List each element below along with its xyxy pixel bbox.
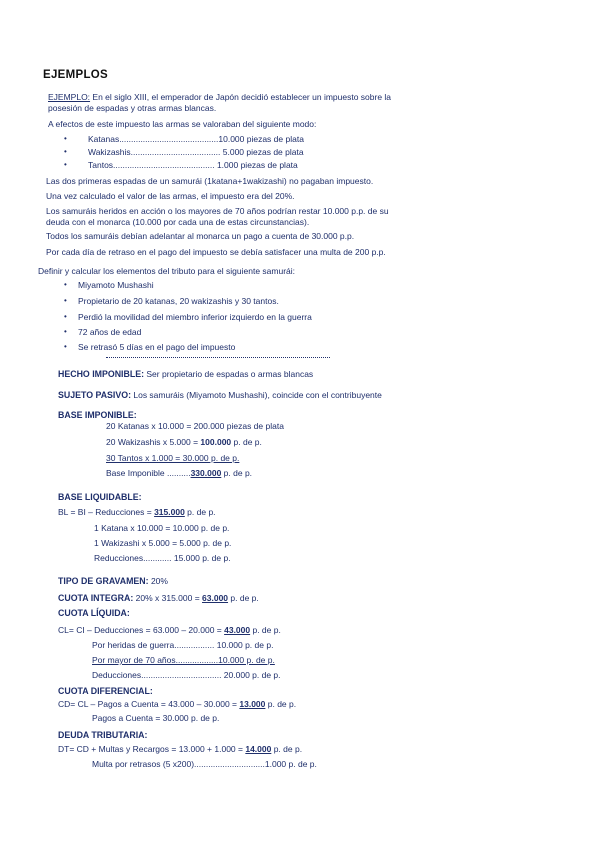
bi-line2-b: 100.000 (200, 437, 232, 447)
sujeto-text: Los samuráis (Miyamoto Mushashi), coincide con el contribuyente (131, 390, 382, 400)
cl-formula-a: CL= CI – Deducciones = 63.000 – 20.000 = (58, 625, 225, 635)
bl-formula-value: 315.000 (154, 507, 185, 517)
dt-formula (58, 744, 302, 755)
example-intro-line2: posesión de espadas y otras armas blancas. (48, 103, 217, 113)
valuation-item: Wakizashis...................................... 5.000 piezas de plata (88, 147, 304, 157)
cl-formula (58, 625, 281, 636)
dt-value: 14.000 (245, 744, 272, 754)
task-instruction: Definir y calcular los elementos del tributo para el siguiente samurái: (38, 266, 296, 276)
cd-unit: p. de p. (265, 699, 297, 709)
hecho-label: HECHO IMPONIBLE: (58, 369, 145, 379)
cl-heridas: Por heridas de guerra................. 10.000 p. de p. (92, 640, 274, 650)
bl-katana: 1 Katana x 10.000 = 10.000 p. de p. (94, 523, 230, 533)
bl-formula (58, 507, 216, 518)
task-item: Se retrasó 5 días en el pago del impuesto (78, 342, 236, 352)
cd-value: 13.000 (239, 699, 266, 709)
bi-line-katanas: 20 Katanas x 10.000 = 200.000 piezas de plata (106, 421, 284, 431)
bi-line2-c: p. de p. (231, 437, 262, 447)
base-imponible-label: BASE IMPONIBLE: (58, 410, 137, 420)
para-advance: Todos los samuráis debían adelantar al monarca un pago a cuenta de 30.000 p.p. (46, 231, 355, 241)
bi-total (106, 468, 252, 479)
valuation-item: Tantos........................................... 1.000 piezas de plata (88, 160, 298, 170)
para-wounded: Los samuráis heridos en acción o los mayores de 70 años podrían restar 10.000 p.p. de su (46, 206, 389, 216)
example-intro-text: En el siglo XIII, el emperador de Japón decidió establecer un impuesto sobre la (90, 92, 392, 102)
bl-reducciones: Reducciones............ 15.000 p. de p. (94, 553, 231, 563)
bl-formula-unit: p. de p. (184, 507, 216, 517)
page-title: EJEMPLOS (43, 69, 109, 81)
bi-total-value: 330.000 (190, 468, 222, 478)
valuation-item: Katanas..........................................10.000 piezas de plata (88, 134, 304, 144)
base-liquidable-label: BASE LIQUIDABLE: (58, 492, 142, 502)
bullet-icon: • (64, 147, 67, 156)
bl-formula-a: BL = BI – Reducciones = (58, 507, 155, 517)
para-samurai-weapons: Las dos primeras espadas de un samurái (1katana+1wakizashi) no pagaban impuesto. (46, 176, 374, 186)
bi-line-tantos: 30 Tantos x 1.000 = 30.000 p. de p. (106, 453, 240, 463)
para-wounded-line2: deuda con el monarca (10.000 por cada una de estas circunstancias). (46, 217, 310, 227)
tipo-text: 20% (148, 576, 168, 586)
ci-text-a: 20% x 315.000 = (133, 593, 203, 603)
task-item: Propietario de 20 katanas, 20 wakizashis y 30 tantos. (78, 296, 279, 306)
bullet-icon: • (64, 280, 67, 289)
hecho-text: Ser propietario de espadas o armas blancas (144, 369, 314, 379)
example-intro (48, 92, 391, 103)
para-tax-rate: Una vez calculado el valor de las armas, el impuesto era del 20%. (46, 191, 295, 201)
cuota-integra (58, 593, 259, 604)
valuation-intro: A efectos de este impuesto las armas se valoraban del siguiente modo: (48, 119, 317, 129)
cl-deducciones: Deducciones.................................. 20.000 p. de p. (92, 670, 281, 680)
ci-label: CUOTA INTEGRA: (58, 593, 134, 603)
task-item: 72 años de edad (78, 327, 142, 337)
bullet-icon: • (64, 134, 67, 143)
bi-total-label: Base Imponible .......... (106, 468, 191, 478)
sujeto-label: SUJETO PASIVO: (58, 390, 131, 400)
bullet-icon: • (64, 327, 67, 336)
cd-formula (58, 699, 296, 710)
task-item: Miyamoto Mushashi (78, 280, 154, 290)
cuota-liquida-label: CUOTA LÍQUIDA: (58, 608, 130, 618)
bi-total-unit: p. de p. (221, 468, 253, 478)
dt-unit: p. de p. (271, 744, 303, 754)
ci-value: 63.000 (202, 593, 229, 603)
sujeto-pasivo (58, 390, 382, 401)
ci-unit: p. de p. (228, 593, 259, 603)
hecho-imponible (58, 369, 313, 380)
task-item: Perdió la movilidad del miembro inferior izquierdo en la guerra (78, 312, 312, 322)
deuda-tributaria-label: DEUDA TRIBUTARIA: (58, 730, 148, 740)
cd-pagos-cuenta: Pagos a Cuenta = 30.000 p. de p. (92, 713, 220, 723)
tipo-label: TIPO DE GRAVAMEN: (58, 576, 149, 586)
cd-formula-a: CD= CL – Pagos a Cuenta = 43.000 – 30.000 = (58, 699, 240, 709)
bl-wakizashi: 1 Wakizashi x 5.000 = 5.000 p. de p. (94, 538, 232, 548)
bullet-icon: • (64, 296, 67, 305)
cl-unit: p. de p. (250, 625, 281, 635)
cl-value: 43.000 (224, 625, 251, 635)
dt-formula-a: DT= CD + Multas y Recargos = 13.000 + 1.000 = (58, 744, 246, 754)
dt-multa: Multa por retrasos (5 x200)..............................1.000 p. de p. (92, 759, 317, 769)
bi-line2-a: 20 Wakizashis x 5.000 = (106, 437, 201, 447)
example-label: EJEMPLO: (48, 92, 91, 102)
cl-mayor-70: Por mayor de 70 años..................10.000 p. de p. (92, 655, 275, 665)
bullet-icon: • (64, 312, 67, 321)
cuota-diferencial-label: CUOTA DIFERENCIAL: (58, 686, 153, 696)
bullet-icon: • (64, 160, 67, 169)
tipo-gravamen (58, 576, 168, 587)
bi-line-wakizashis (106, 437, 262, 448)
dotted-separator (106, 357, 330, 358)
para-late: Por cada día de retraso en el pago del impuesto se debía satisfacer una multa de 200 p.p. (46, 247, 386, 257)
bullet-icon: • (64, 342, 67, 351)
